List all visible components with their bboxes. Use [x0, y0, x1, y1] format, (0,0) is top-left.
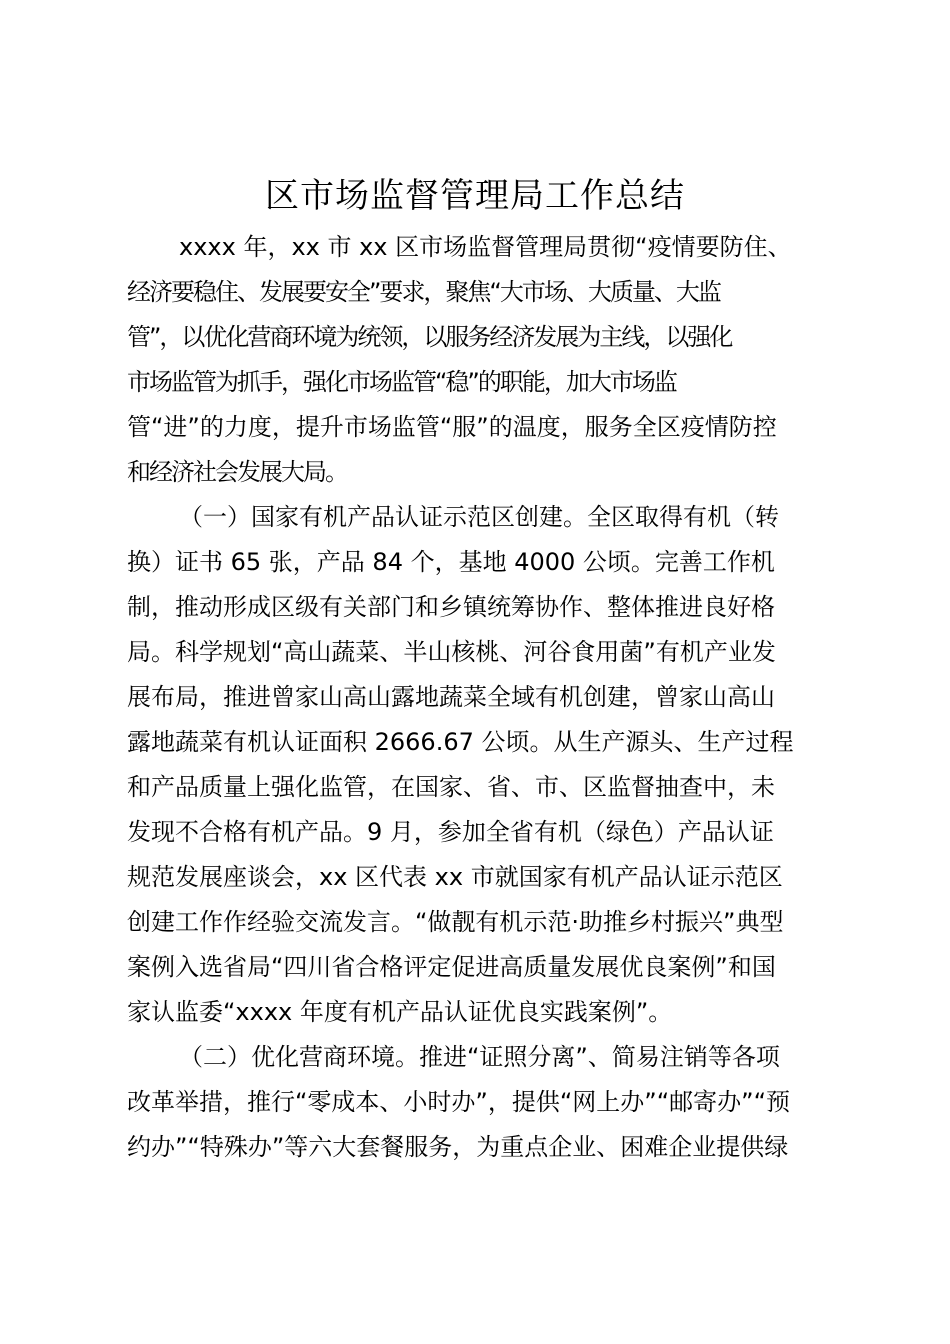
paragraph-line: 管“进”的力度，提升市场监管“服”的温度，服务全区疫情防控 — [127, 413, 777, 441]
paragraph-line: 露地蔬菜有机认证面积 2666.67 公顷。从生产源头、生产过程 — [127, 728, 794, 756]
paragraph-line: （二）优化营商环境。推进“证照分离”、简易注销等各项 — [179, 1043, 780, 1071]
paragraph-line: 管”，以优化营商环境为统领，以服务经济发展为主线，以强化 — [127, 323, 732, 351]
paragraph-line: 和经济社会发展大局。 — [127, 458, 347, 486]
paragraph-line: （一）国家有机产品认证示范区创建。全区取得有机（转 — [179, 503, 779, 531]
paragraph-line: 规范发展座谈会，xx 区代表 xx 市就国家有机产品认证示范区 — [127, 863, 783, 891]
paragraph-line: 和产品质量上强化监管，在国家、省、市、区监督抽查中，未 — [127, 773, 775, 801]
paragraph-line: 展布局，推进曾家山高山露地蔬菜全域有机创建，曾家山高山 — [127, 683, 775, 711]
paragraph-line: 案例入选省局“四川省合格评定促进高质量发展优良案例”和国 — [127, 953, 776, 981]
paragraph-line: 改革举措，推行“零成本、小时办”，提供“网上办”“邮寄办”“预 — [127, 1088, 791, 1116]
paragraph-line: 换）证书 65 张，产品 84 个，基地 4000 公顷。完善工作机 — [127, 548, 775, 576]
document-body — [127, 225, 837, 1170]
paragraph-line: 市场监管为抓手，强化市场监管“稳”的职能，加大市场监 — [127, 368, 676, 396]
paragraph-line: 家认监委“xxxx 年度有机产品认证优良实践案例”。 — [127, 998, 673, 1026]
paragraph-line: 发现不合格有机产品。9 月，参加全省有机（绿色）产品认证 — [127, 818, 774, 846]
paragraph-line: 约办”“特殊办”等六大套餐服务，为重点企业、困难企业提供绿 — [127, 1133, 789, 1161]
paragraph-line: 创建工作作经验交流发言。“做靓有机示范·助推乡村振兴”典型 — [127, 908, 784, 936]
paragraph-line: 制，推动形成区级有关部门和乡镇统筹协作、整体推进良好格 — [127, 593, 775, 621]
paragraph-line: 经济要稳住、发展要安全”要求，聚焦“大市场、大质量、大监 — [127, 278, 720, 306]
document-title: 区市场监督管理局工作总结 — [265, 176, 685, 216]
paragraph-line: 局。科学规划“高山蔬菜、半山核桃、河谷食用菌”有机产业发 — [127, 638, 776, 666]
paragraph-line: xxxx 年，xx 市 xx 区市场监督管理局贯彻“疫情要防住、 — [179, 233, 792, 261]
